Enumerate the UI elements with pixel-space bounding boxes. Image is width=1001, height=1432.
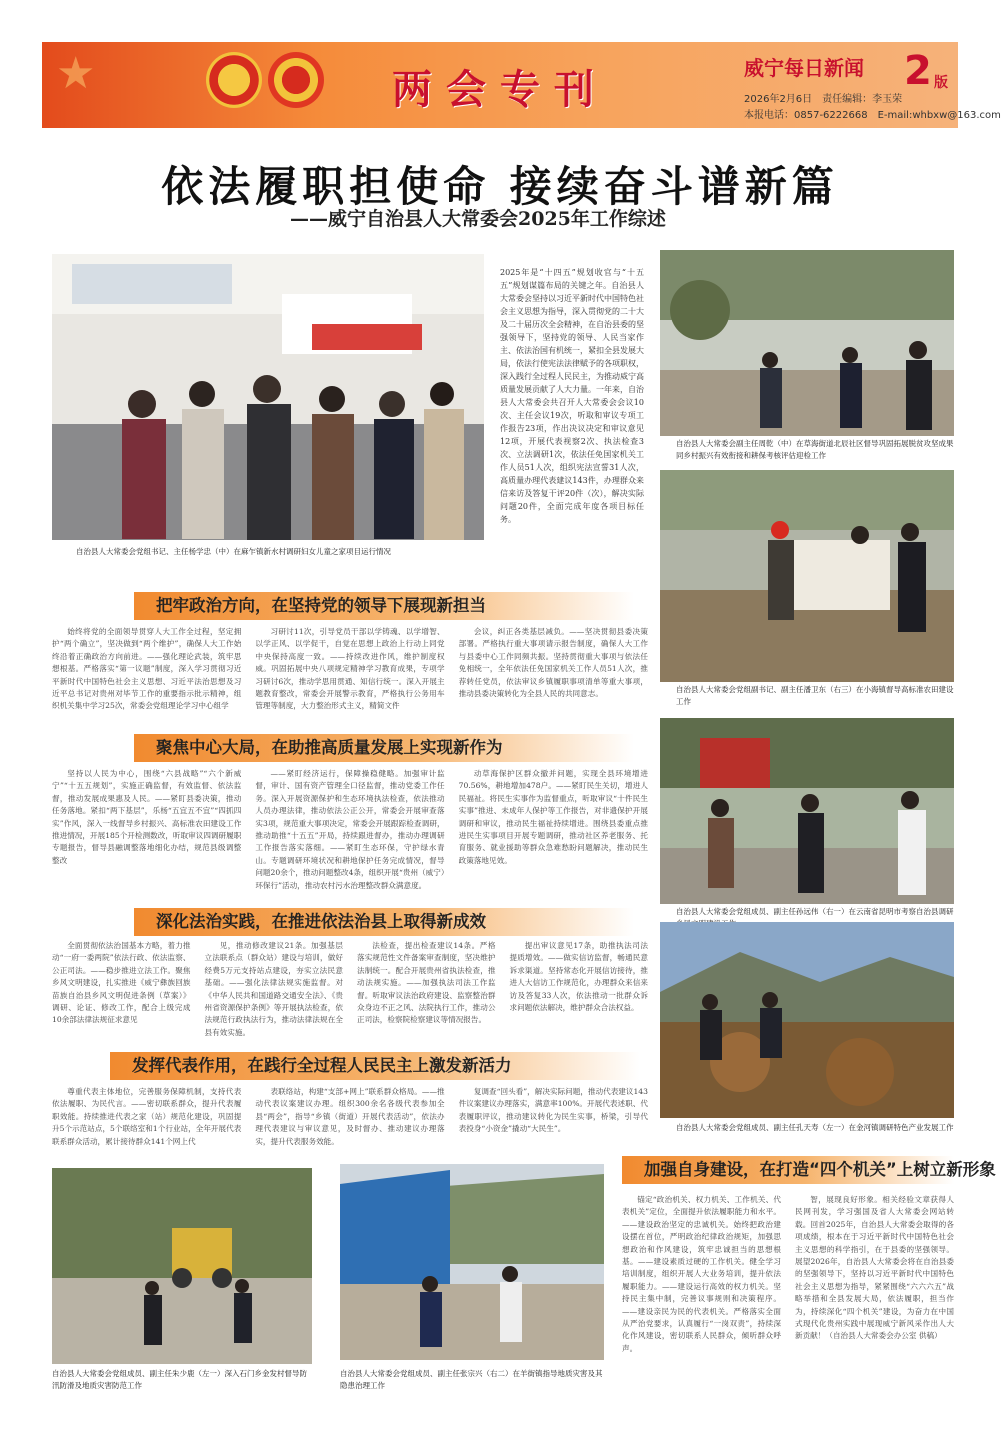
photo-farmland-construction	[660, 470, 954, 682]
photo-industry-development	[660, 922, 954, 1118]
section-1-col-2: 习研讨11次，引导党员干部以学铸魂、以学增智、以学正风、以学促干，自觉在思想上政治上行动上同党中央保持高度一致。——持续改进作风，维护制度权威。巩固拓展中央八项规定精神学习教育成果，专项学习研讨6次，推动学思用贯通、知信行统一。深入开展主题教育整改，常委会开展警示教育，严格执行公务用车管理等制度，大力整治形式主义，精简文件	[255, 627, 445, 711]
section-3-col-2: 见，推动修改建议21条。加强基层立法联系点（群众站）建设与培训，做好经费5万元支持站点建设，夯实立法民意基础。——强化法律法规实施监督。对《中华人民共和国道路交通安全法》、《贵州省资源保护条例》等开展执法检查，依法规范行政执法行为，推动法律法规在全县有效实施。	[204, 941, 343, 1037]
national-emblem-icon	[206, 52, 262, 108]
article-headline: 依法履职担使命 接续奋斗谱新篇	[161, 162, 839, 211]
section-3-col-3: 法检查，提出检查建议14条。严格落实规范性文件备案审查制度，坚决维护法制统一。配合开展贵州省执法检查，推动法规实施。——加强执法司法工作监督。听取审议法治政府建设、监察整治群众身边不正之风、法院执行工作，推动公正司法，检察院检察建议等情况报告。	[357, 941, 496, 1025]
page-number: 2	[904, 48, 932, 94]
section-3-col-1: 全面贯彻依法治国基本方略，着力推动“一府一委两院”依法行政、依法监察、公正司法。——稳步推进立法工作。聚焦乡风文明建设，扎实推进《威宁彝族回族苗族自治县乡风文明促进条例（草案）》调研、论证、修改工作，配合上级完成10余部法律法规征求意见	[52, 941, 191, 1025]
section-body-1	[52, 626, 648, 726]
section-4-col-3: 复调查“回头看”，解决实际问题，推动代表建议143件议案建议办理落实，满意率100%。开展代表述职、代表履职评议，推动建议转化为民生实事，桥梁，引导代表投身“小资金”撬动“大民生”。	[458, 1087, 648, 1134]
section-body-2	[52, 768, 648, 894]
section-body-4	[52, 1086, 648, 1152]
photo-geological-hazard	[340, 1164, 604, 1360]
caption-photo-5: 自治县人大常委会党组成员、副主任孔天寿（左一）在金河镇调研特色产业发展工作	[676, 1123, 954, 1132]
article-intro: 2025年是“十四五”规划收官与“十五五”规划谋篇布局的关键之年。自治县人大常委会坚持以习近平新时代中国特色社会主义思想为指导，深入贯彻党的二十大及二十届历次全会精神，在自治县委的坚强领导下，坚持党的领导、人民当家作主、依法治国有机统一，紧扣全县发展大局，依法行使宪法法律赋予的各项职权，深入践行全过程人民民主，为推动威宁高质量发展贡献了人大力量。一年来，自治县人大常委会共召开人大常委会会议10次、主任会议19次，听取和审议专项工作报告23项，作出决议决定和审议意见12项，开展代表视察2次、执法检查3次、立法调研1次，依法任免国家机关工作人员51人次，组织宪法宣誓31人次，高质量办理代表建议143件，办理群众来信来访及答复干评20件（次），解决实际问题20件，全面完成年度各项目标任务。	[500, 268, 644, 524]
section-4-col-1: 尊重代表主体地位，完善服务保障机制，支持代表依法履职、为民代言。——密切联系群众，提升代表履职效能。持续推进代表之家（站）规范化建设，巩固提升5个示范站点，5个联络室和1个行业站，全年开展代表联系群众活动，累计接待群众141个网上代	[52, 1087, 242, 1146]
star-icon: ★	[56, 48, 96, 99]
photo-women-children-home	[52, 254, 484, 540]
cppcc-emblem-icon	[268, 52, 324, 108]
section-head-1: 把牢政治方向，在坚持党的领导下展现新担当	[134, 592, 634, 620]
caption-photo-1: 自治县人大常委会党组书记、主任杨学忠（中）在麻乍镇新水村调研妇女儿童之家项目运行情况	[76, 547, 391, 556]
date-editor: 2026年2月6日 责任编辑：李玉荣	[744, 94, 903, 105]
section-body-3	[52, 940, 648, 1036]
section-head-2: 聚焦中心大局，在助推高质量发展上实现新作为	[134, 734, 634, 762]
article-subhead: ——威宁自治县人大常委会2025年工作综述	[290, 208, 666, 230]
contact-info: 本报电话：0857-6222668 E-mail:whbxw@163.com	[744, 110, 1001, 121]
masthead-banner	[42, 42, 1001, 128]
section-head-5: 加强自身建设，在打造“四个机关”上树立新形象	[622, 1156, 954, 1184]
masthead	[744, 48, 1001, 122]
caption-photo-2: 自治县人大常委会副主任周乾（中）在草海街道北辰社区督导巩固拓展脱贫攻坚成果同乡村振兴有效衔接和耕保考核评估迎检工作	[676, 439, 954, 460]
section-5-col-1: 锚定“政治机关、权力机关、工作机关、代表机关”定位，全面提升依法履职能力和水平。——建设政治坚定的忠诚机关。始终把政治建设摆在首位，严明政治纪律政治规矩，加强思想政治和作风建设，筑牢忠诚担当的思想根基。——建设素质过硬的工作机关。健全学习培训制度，组织开展人大业务培训，提升依法履职能力。——建设运行高效的权力机关。坚持民主集中制，完善议事规则和决策程序。——建设亲民为民的代表机关。严格落实全面从严治党要求，认真履行“一岗双责”，持续深化作风建设，密切联系人民群众，倾听群众呼声。	[622, 1195, 781, 1353]
section-2-col-1: 坚持以人民为中心，围绕“六县战略”“六个新威宁”“十五五规划”，实施正确监督，有效监督、依法监督，推动发展成果惠及人民。——紧盯县委决策，推动任务落地。紧扣“两下基层”，乐杨“五宜五不宜”“四抓四实”作风，深入一线督导乡村振兴、高标准农田建设工作推进情况，开展185个开检测数改，听取审议四调研履职专题报告，督导县融调整落地细化办结，规范县级调整整改	[52, 769, 242, 865]
section-5-col-2: 智，展现良好形象。相关经验文章获得人民网刊发，学习强国及省人大常委会网站转载。回首2025年，自治县人大常委会取得的各项成绩，根本在于习近平新时代中国特色社会主义思想的科学指引，在于县委的坚强领导。展望2026年，自治县人大常委会将在自治县委的坚强领导下，坚持以习近平新时代中国特色社会主义思想为指导，紧紧围绕“六六六五”战略举措和全县发展大局，依法履职，担当作为，持续深化“四个机关”建设，为奋力在中国式现代化贵州实践中展现威宁新风采作出人大新贡献！（自治县人大常委会办公室 供稿）	[795, 1195, 954, 1341]
section-2-col-3: 动草海保护区群众撤并问题，实现全县环境增进70.56%，耕地增加478户。——紧盯民生关切，增进人民福祉。将民生实事作为监督重点，听取审议“十件民生实事”推进、未成年人保护等工作报告，对非遗保护开展调研和审议，推动民生福祉持续增进。围绕县委重点推进民生实事项目开展专题调研，推动社区养老服务、托育服务、就业援助等群众急难愁盼问题解决，推动民生政策落地见效。	[458, 769, 648, 865]
section-head-4: 发挥代表作用，在践行全过程人民民主上激发新活力	[110, 1052, 640, 1080]
section-2-col-2: ——紧盯经济运行，保障操稳健略。加强审计监督，审计、国有资产管理全口径监督，推动党委工作任务。深入开展资源保护和生态环境执法检查，依法推动人员办理法律，推动依法公正公开，常委会开展审查落实3项，规范重大事项决定，常委会开展跟踪检查调研，推动助推“十五五”开局，持续跟进督办，推动办理调研工作报告落实落细。——紧盯生态环保，守护绿水青山。专题调研环境状况和耕地保护任务完成情况，督导问题20余个，推动问题整改4条，组织开展“贵州（威宁）环保行”活动，推动农村污水治理整改群众满意度。	[255, 769, 445, 890]
photo-civilization-research	[660, 718, 954, 904]
caption-photo-3: 自治县人大常委会党组副书记、副主任潘卫东（右三）在小海镇督导高标准农田建设工作	[676, 685, 954, 706]
caption-photo-6: 自治县人大常委会党组成员、副主任朱少鹿（左一）深入石门乡金发村督导防汛防滑及地质灾害防范工作	[52, 1369, 307, 1390]
section-head-3: 深化法治实践，在推进依法治县上取得新成效	[134, 908, 634, 936]
section-1-col-3: 会议，纠正各类基层减负。——坚决贯彻县委决策部署。严格执行重大事项请示报告制度，确保人大工作与县委中心工作同频共振。坚持贯彻重大事项与依法任免相统一，全年依法任免国家机关工作人员51人次，推荐转任党员，依法审议乡镇履职事项清单等重大事项，推动县委决策转化为全县人民的共同意志。	[458, 627, 648, 699]
special-edition-title: 两会专刊	[392, 67, 608, 113]
page-unit: 版	[934, 75, 948, 91]
section-3-col-4: 提出审议意见17条，助推执法司法提质增效。——做实信访监督，畅通民意诉求渠道。坚持常态化开展信访接待，推进人大信访工作规范化，办理群众来信来访及答复33人次，依法推动一批群众诉求问题依法解决，维护群众合法权益。	[509, 941, 648, 1013]
caption-photo-7: 自治县人大常委会党组成员、副主任张宗兴（右二）在羊街镇指导地质灾害及其隐患治理工作	[340, 1369, 603, 1390]
photo-flood-prevention	[52, 1168, 312, 1364]
newspaper-name: 威宁每日新闻	[744, 56, 864, 80]
section-body-5	[622, 1194, 954, 1390]
photo-village-inspection	[660, 250, 954, 436]
section-4-col-2: 表联络站，构建“支部+网上”联系群众格局。——推动代表议案建议办理。组织300余名各级代表参加全县“两会”，指导“乡镇（街道）开展代表活动”，依法办理代表建议与审议意见，及时督办、推动建议办理落实，提升代表服务效能。	[255, 1087, 445, 1146]
caption-photo-4: 自治县人大常委会党组成员、副主任孙远伟（右一）在云南省昆明市考察自治县调研	[676, 907, 954, 916]
section-1-col-1: 始终将党的全面领导贯穿人大工作全过程，坚定拥护“两个确立”，坚决做到“两个维护”，确保人大工作始终沿着正确政治方向前进。——强化理论武装，筑牢思想根基。严格落实“第一议题”制度，深入学习贯彻习近平新时代中国特色社会主义思想、习近平法治思想及习近平总书记对贵州对毕节工作的重要指示批示精神，组织机关集中学习25次，常委会党组理论学习中心组学	[52, 627, 242, 711]
